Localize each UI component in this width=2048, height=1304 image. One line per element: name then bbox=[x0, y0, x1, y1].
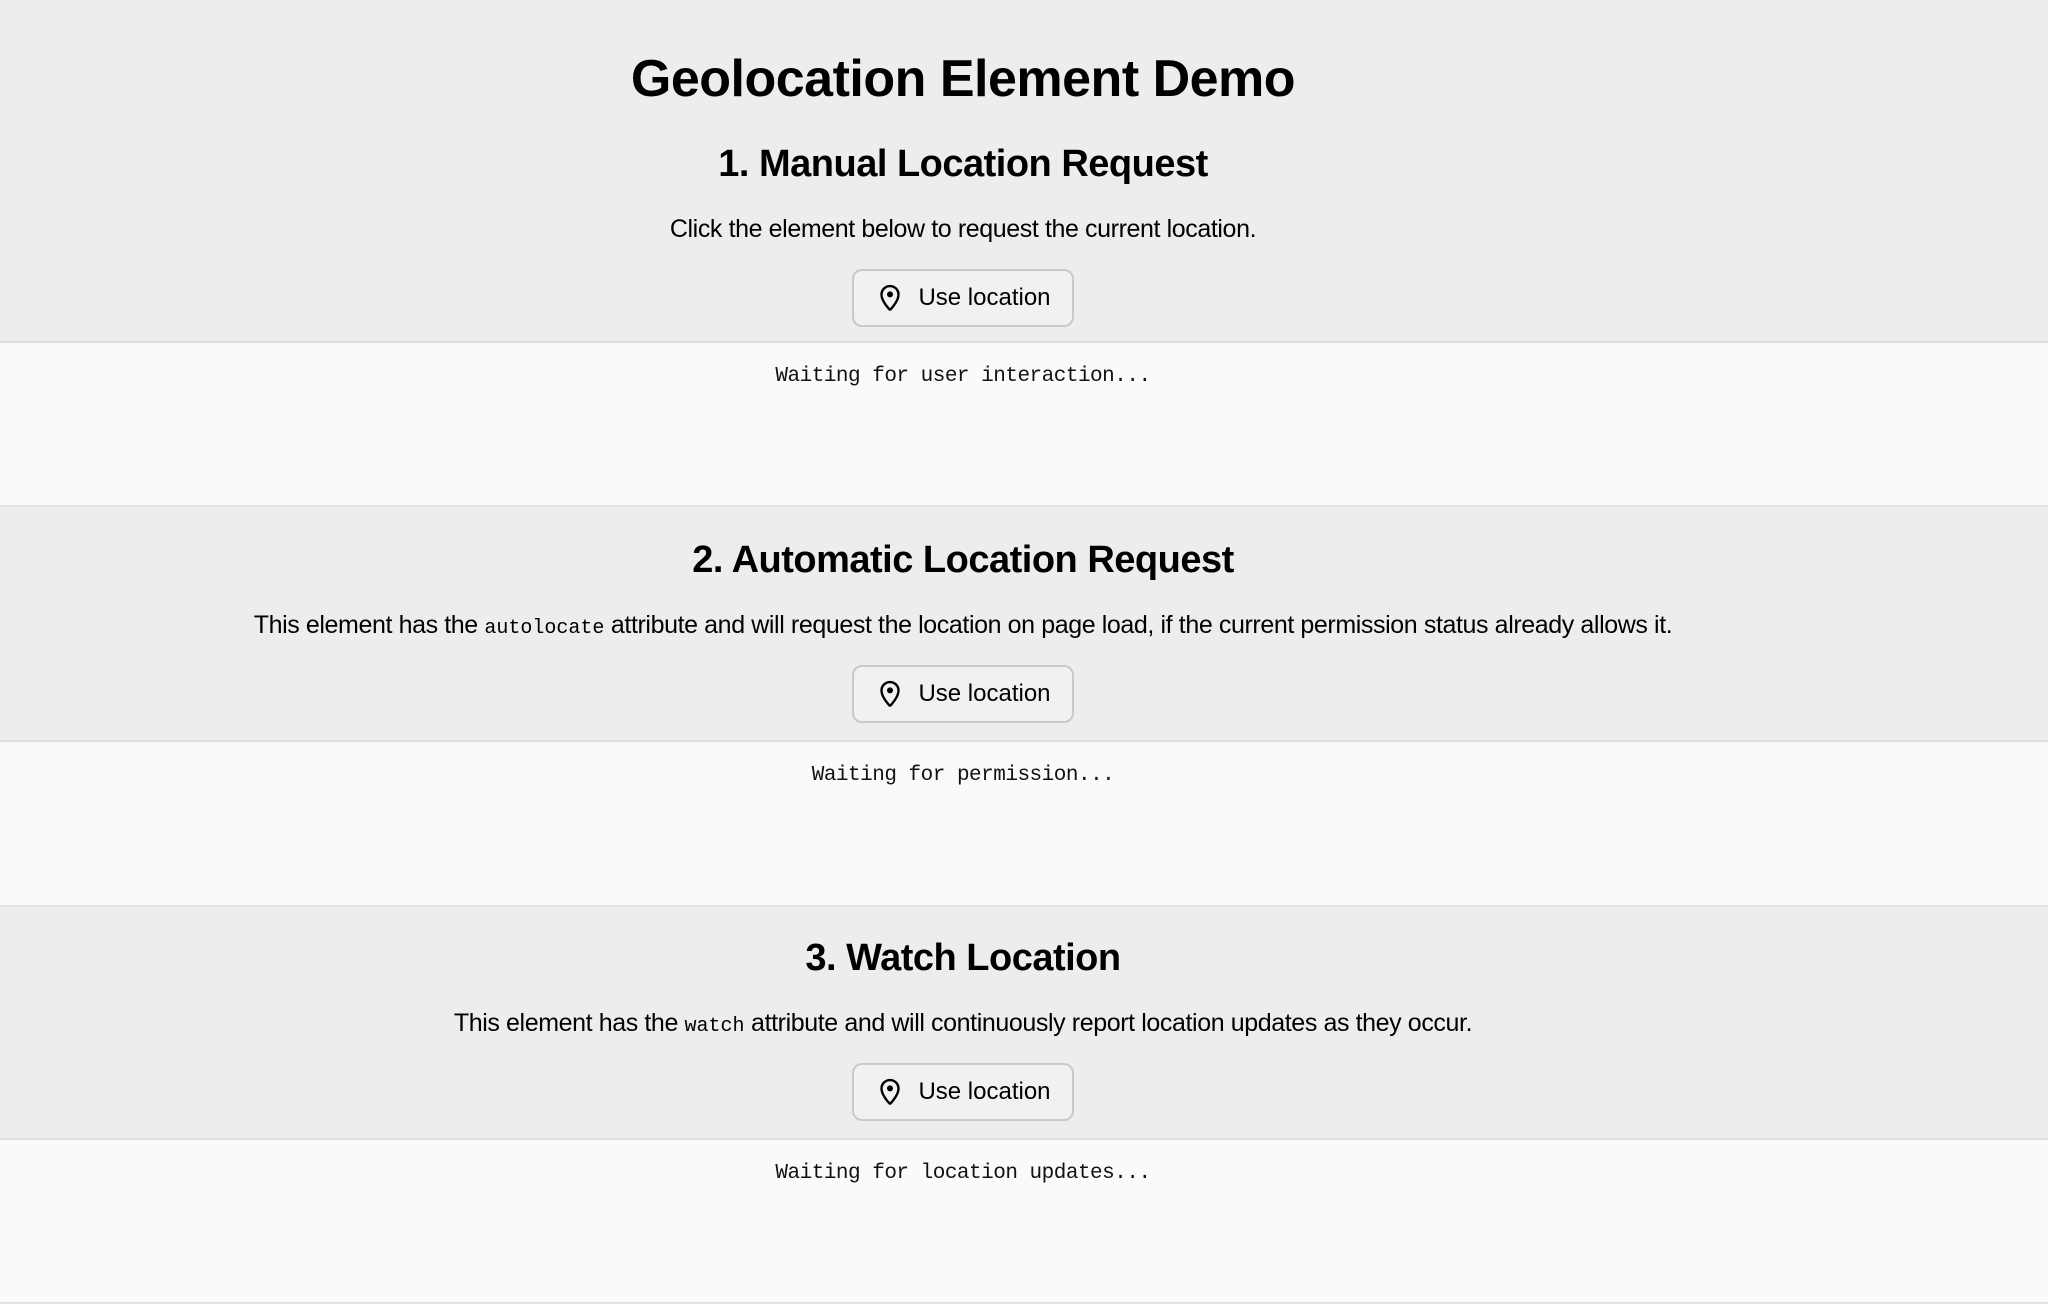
section-2-content bbox=[0, 507, 2048, 740]
section-2-description bbox=[0, 610, 1926, 641]
use-location-button[interactable] bbox=[852, 665, 1073, 723]
use-location-label: Use location bbox=[918, 284, 1051, 312]
section-3-content bbox=[0, 907, 2048, 1138]
location-pin-icon bbox=[875, 1076, 905, 1108]
status-text: Waiting for location updates... bbox=[775, 1162, 1151, 1185]
status-text: Waiting for user interaction... bbox=[775, 365, 1151, 388]
section-1-description bbox=[0, 214, 1926, 245]
description-code: autolocate bbox=[484, 616, 605, 640]
section-automatic-location-request bbox=[0, 507, 2048, 907]
section-manual-location-request bbox=[0, 0, 2048, 507]
status-output bbox=[0, 740, 2048, 907]
use-location-label: Use location bbox=[918, 1077, 1051, 1105]
description-text: Click the element below to request the current location. bbox=[669, 214, 1257, 243]
section-1-heading: 1. Manual Location Request bbox=[718, 143, 1208, 186]
section-watch-location bbox=[0, 907, 2048, 1304]
section-3-description bbox=[0, 1008, 1926, 1039]
description-text: attribute and will request the location on page load, if the current permission status already allows it. bbox=[604, 610, 1673, 639]
description-code: watch bbox=[684, 1014, 745, 1038]
status-text: Waiting for permission... bbox=[811, 764, 1115, 787]
description-text: attribute and will continuously report location updates as they occur. bbox=[744, 1008, 1473, 1037]
use-location-button[interactable] bbox=[852, 269, 1073, 327]
page-title: Geolocation Element Demo bbox=[630, 50, 1296, 108]
section-1-content bbox=[0, 0, 2048, 341]
use-location-button[interactable] bbox=[852, 1063, 1073, 1121]
location-pin-icon bbox=[875, 678, 905, 710]
status-output bbox=[0, 1138, 2048, 1304]
section-3-heading: 3. Watch Location bbox=[805, 937, 1121, 979]
description-text: This element has the bbox=[453, 1008, 685, 1037]
use-location-label: Use location bbox=[918, 679, 1051, 707]
location-pin-icon bbox=[875, 282, 905, 314]
status-output bbox=[0, 341, 2048, 507]
section-2-heading: 2. Automatic Location Request bbox=[692, 539, 1234, 581]
description-text: This element has the bbox=[253, 610, 485, 639]
